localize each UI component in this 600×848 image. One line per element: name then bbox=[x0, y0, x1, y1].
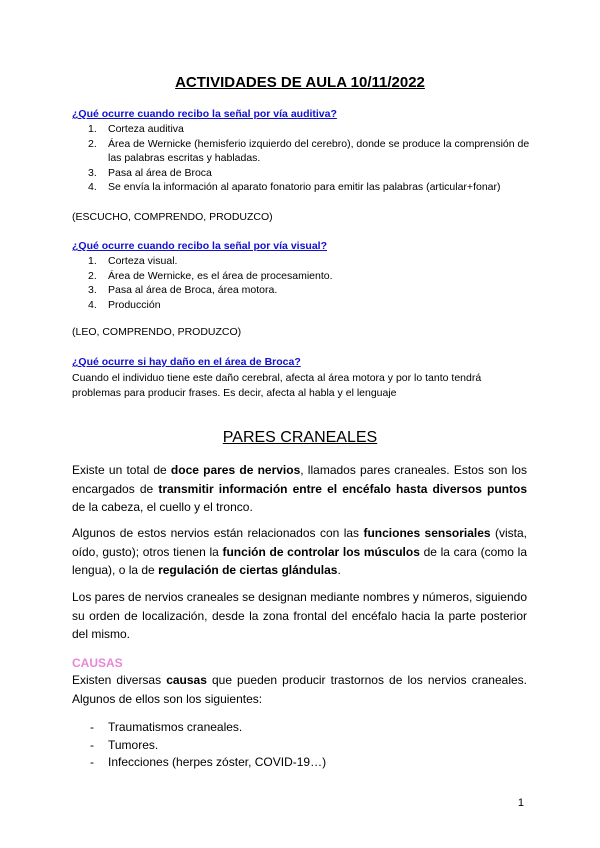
item-text: Pasa al área de Broca, área motora. bbox=[108, 284, 278, 296]
item-text: Área de Wernicke (hemisferio izquierdo del cerebro), donde se produce la comprensión de las palabras escritas y habladas. bbox=[108, 137, 530, 164]
bold-run: transmitir información entre el encéfalo hasta diversos puntos bbox=[158, 481, 527, 496]
question-auditory: ¿Qué ocurre cuando recibo la señal por vía auditiva? bbox=[72, 108, 337, 120]
summary-auditory: (ESCUCHO, COMPRENDO, PRODUZCO) bbox=[72, 211, 273, 223]
item-text: Corteza visual. bbox=[108, 255, 178, 267]
dash-marker: - bbox=[90, 755, 94, 769]
item-number: 3. bbox=[88, 166, 97, 179]
item-text: Pasa al área de Broca bbox=[108, 166, 212, 179]
list-item bbox=[88, 166, 538, 181]
item-text: Tumores. bbox=[108, 737, 159, 752]
item-text: Producción bbox=[108, 298, 161, 311]
dash-marker: - bbox=[90, 720, 94, 734]
item-number: 1. bbox=[88, 123, 97, 135]
item-number: 4. bbox=[88, 181, 97, 193]
item-text: Corteza auditiva bbox=[108, 123, 184, 135]
paragraph-1 bbox=[72, 461, 527, 517]
item-text: Infecciones (herpes zóster, COVID-19…) bbox=[108, 755, 327, 769]
list-item bbox=[90, 737, 326, 755]
section-title: PARES CRANEALES bbox=[222, 429, 378, 446]
list-item bbox=[88, 269, 538, 284]
item-text: Área de Wernicke, es el área de procesamiento. bbox=[108, 269, 333, 282]
text-run: Algunos de estos nervios están relacionados con las bbox=[72, 526, 364, 540]
text-run: de la cara (como la lengua), o la de bbox=[72, 544, 527, 577]
item-text: Traumatismos craneales. bbox=[108, 720, 243, 734]
text-run: Existe un total de bbox=[72, 463, 171, 477]
text-run: Existen diversas bbox=[72, 673, 167, 687]
bold-run: causas bbox=[166, 673, 207, 687]
text-run: de la cabeza, el cuello y el tronco. bbox=[72, 500, 253, 514]
bold-run: doce pares de nervios bbox=[170, 463, 301, 477]
bold-run: función de controlar los músculos bbox=[222, 544, 420, 559]
summary-visual: (LEO, COMPRENDO, PRODUZCO) bbox=[72, 326, 242, 338]
list-item bbox=[90, 719, 326, 737]
list-item bbox=[88, 122, 538, 137]
list-item bbox=[88, 180, 538, 195]
item-number: 3. bbox=[88, 284, 97, 296]
paragraph-3: Los pares de nervios craneales se designan mediante nombres y números, siguiendo su orden de localización, desde la zona frontal del encéfalo hacia la parte posterior del mismo. bbox=[72, 590, 527, 641]
auditory-steps-list bbox=[88, 122, 538, 195]
page-title: ACTIVIDADES DE AULA 10/11/2022 bbox=[175, 74, 425, 91]
item-number: 2. bbox=[88, 137, 97, 150]
question-visual: ¿Qué ocurre cuando recibo la señal por vía visual? bbox=[72, 240, 327, 252]
bold-run: regulación de ciertas glándulas bbox=[158, 563, 338, 577]
list-item bbox=[88, 298, 538, 313]
text-run: . bbox=[337, 563, 341, 577]
visual-steps-list bbox=[88, 254, 538, 312]
text-run: , llamados pares craneales. Estos son los encargados de bbox=[72, 463, 527, 496]
item-text: Se envía la información al aparato fonatorio para emitir las palabras (articular+fonar) bbox=[108, 181, 501, 193]
question-broca: ¿Qué ocurre si hay daño en el área de Broca? bbox=[72, 356, 301, 368]
list-item bbox=[88, 137, 538, 166]
causas-heading: CAUSAS bbox=[72, 656, 123, 670]
item-number: 1. bbox=[88, 255, 97, 267]
list-item bbox=[88, 254, 538, 269]
page-number: 1 bbox=[517, 797, 524, 809]
causes-list bbox=[90, 719, 326, 772]
bold-run: funciones sensoriales bbox=[363, 526, 491, 540]
paragraph-4 bbox=[72, 671, 527, 708]
list-item bbox=[90, 754, 326, 772]
item-number: 2. bbox=[88, 269, 97, 282]
item-number: 4. bbox=[88, 298, 97, 311]
broca-answer: Cuando el individuo tiene este daño cerebral, afecta al área motora y por lo tanto tendrá problemas para producir frases. Es decir, afecta al habla y el lenguaje bbox=[72, 372, 482, 399]
list-item bbox=[88, 283, 538, 298]
paragraph-2 bbox=[72, 524, 527, 580]
text-run: que pueden producir trastornos de los nervios craneales. Algunos de ellos son los siguientes: bbox=[72, 673, 527, 706]
dash-marker: - bbox=[90, 737, 94, 752]
text-run: (vista, oído, gusto); otros tienen la bbox=[72, 526, 527, 559]
